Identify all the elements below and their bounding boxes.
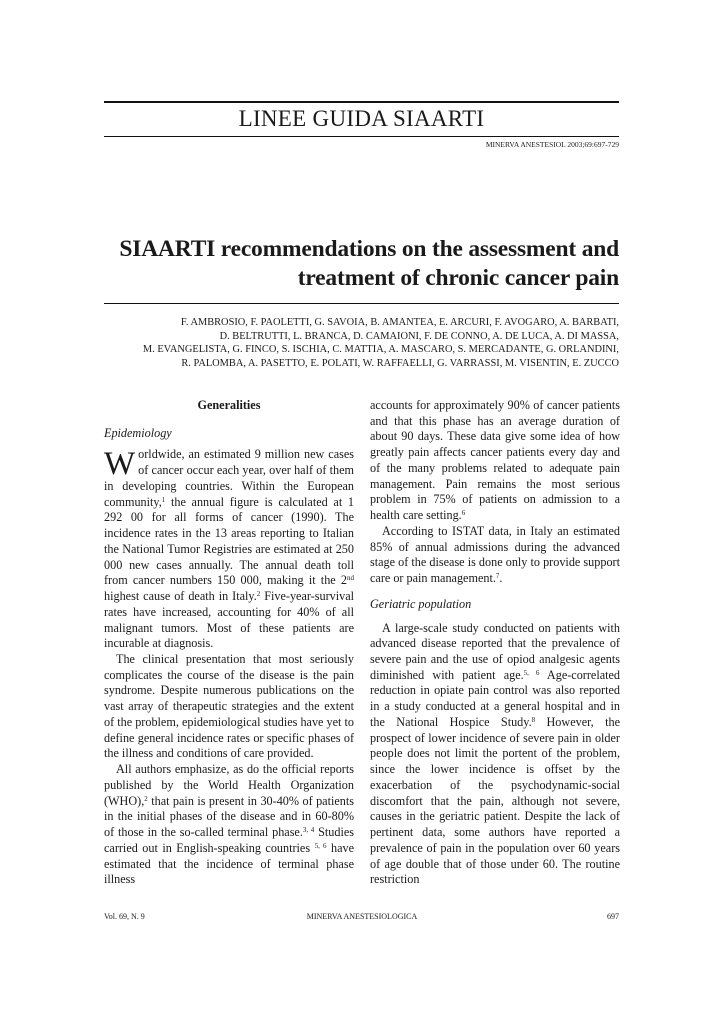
- left-column: [104, 398, 354, 888]
- author-line: M. EVANGELISTA, G. FINCO, S. ISCHIA, C. MATTIA, A. MASCARO, S. MERCADANTE, G. ORLANDINI,: [142, 344, 619, 356]
- paragraph-text: However, the prospect of lower incidence of severe pain in older people does not limit the portent of the problem, since the lower incidence is offset by the exacerbation of the psychodynamic-social discomfort that the pain, although not severe, causes in the geriatric patient. Despite the lack of pertinent data, some authors have reported a prevalence of pain in the population over 60 years of age double that of those under 60. The routine restriction: [370, 714, 620, 887]
- article-title: [104, 235, 619, 292]
- citation-ref: 8: [531, 715, 536, 724]
- paragraph: [104, 447, 354, 652]
- citation-ref: 5, 6: [314, 841, 327, 850]
- paragraph-text: Age-correlated reduction in opiate pain control was also reported in a study conducted at a general hospital and in the National Hospice Study.: [370, 667, 620, 729]
- author-list: [104, 316, 619, 370]
- author-line: R. PALOMBA, A. PASETTO, E. POLATI, W. RAFFAELLI, G. VARRASSI, M. VISENTIN, E. ZUCCO: [181, 357, 619, 369]
- ordinal-suffix: nd: [347, 574, 354, 583]
- paragraph-text: Five-year-survival rates have increased, accounting for 40% of all malignant tumors. Most of these patients are incurable at diagnosis.: [104, 589, 354, 651]
- citation-ref: 2: [144, 794, 148, 803]
- drop-cap: W: [104, 446, 136, 483]
- title-rule: [104, 303, 619, 304]
- citation-ref: 5, 6: [523, 668, 540, 677]
- top-rule: [104, 101, 619, 103]
- paragraph: [370, 398, 620, 524]
- paragraph-text: highest cause of death in Italy.: [104, 589, 257, 604]
- paragraph-text: accounts for approximately 90% of cancer patients and that this phase has an average duration of about 90 days. These data give some idea of how greatly pain affects cancer patients every day and of the many problems related to adequate pain management. Pain remains the most serious problem in 75% of patients on admission to a health care setting.: [370, 398, 620, 523]
- footer-volume: Vol. 69, N. 9: [104, 912, 145, 921]
- citation-ref: 6: [461, 509, 466, 518]
- citation-ref: 1: [161, 495, 166, 504]
- citation-ref: 3, 4: [302, 826, 315, 835]
- citation-ref: 7: [495, 572, 500, 581]
- author-line: F. AMBROSIO, F. PAOLETTI, G. SAVOIA, B. AMANTEA, E. ARCURI, F. AVOGARO, A. BARBATI,: [180, 317, 619, 328]
- paragraph-text: that pain is present in 30-40% of patients in the initial phases of the disease and in 60-80% of those in the so-called terminal phase.: [104, 793, 354, 840]
- paragraph-text: have estimated that the incidence of terminal phase illness: [104, 840, 354, 887]
- paragraph-text: the annual figure is calculated at 1 292 00 for all forms of cancer (1990). The incidence rates in the 13 areas reporting to Italian the National Tumor Registries are estimated at 250 000 new cases annually. The annual death toll from cancer numbers 150 000, making it the 2: [104, 494, 354, 588]
- journal-section-header: LINEE GUIDA SIAARTI: [238, 106, 485, 131]
- paragraph-text: All authors emphasize, as do the official reports published by the World Health Organization (WHO),: [104, 762, 354, 808]
- subsection-heading-geriatric: Geriatric population: [370, 596, 472, 611]
- footer-page-number: 697: [607, 912, 619, 921]
- paragraph-text: A large-scale study conducted on patients with advanced disease reported that the prevalence of severe pain and the use of opiod analgesic agents diminished with patient age.: [370, 620, 620, 682]
- author-line: D. BELTRUTTI, L. BRANCA, D. CAMAIONI, F. DE CONNO, A. DE LUCA, A. DI MASSA,: [219, 330, 619, 342]
- journal-citation: MINERVA ANESTESIOL 2003;69:697-729: [485, 140, 619, 149]
- section-heading: Generalities: [197, 398, 261, 412]
- article-title-line-1: SIAARTI recommendations on the assessment and: [119, 236, 619, 262]
- paragraph-text: Studies carried out in English-speaking countries: [104, 825, 354, 855]
- right-column: [370, 398, 620, 888]
- header-rule: [104, 136, 619, 137]
- paragraph-text: .: [499, 571, 503, 586]
- citation-ref: 2: [256, 590, 261, 599]
- paragraph: [370, 621, 620, 888]
- article-title-line-2: treatment of chronic cancer pain: [297, 264, 619, 291]
- paragraph: The clinical presentation that most seriously complicates the course of the disease is the pain syndrome. Despite numerous publications on the vast array of therapeutic strategies and the extent of the problem, epidemiological studies have yet to define general incidence rates or specific phases of the illness and conditions of care provided.: [104, 652, 354, 761]
- subsection-heading-epidemiology: Epidemiology: [104, 425, 172, 440]
- paragraph: [104, 762, 354, 888]
- paragraph-text: According to ISTAT data, in Italy an estimated 85% of annual admissions during the advanced stage of the disease is done only to provide support care or pain management.: [370, 523, 620, 586]
- paragraph-text: orldwide, an estimated 9 million new cases of cancer occur each year, over half of them in developing countries. Within the European community,: [104, 447, 354, 509]
- footer-journal: MINERVA ANESTESIOLOGICA: [306, 912, 418, 921]
- paragraph: [370, 524, 620, 587]
